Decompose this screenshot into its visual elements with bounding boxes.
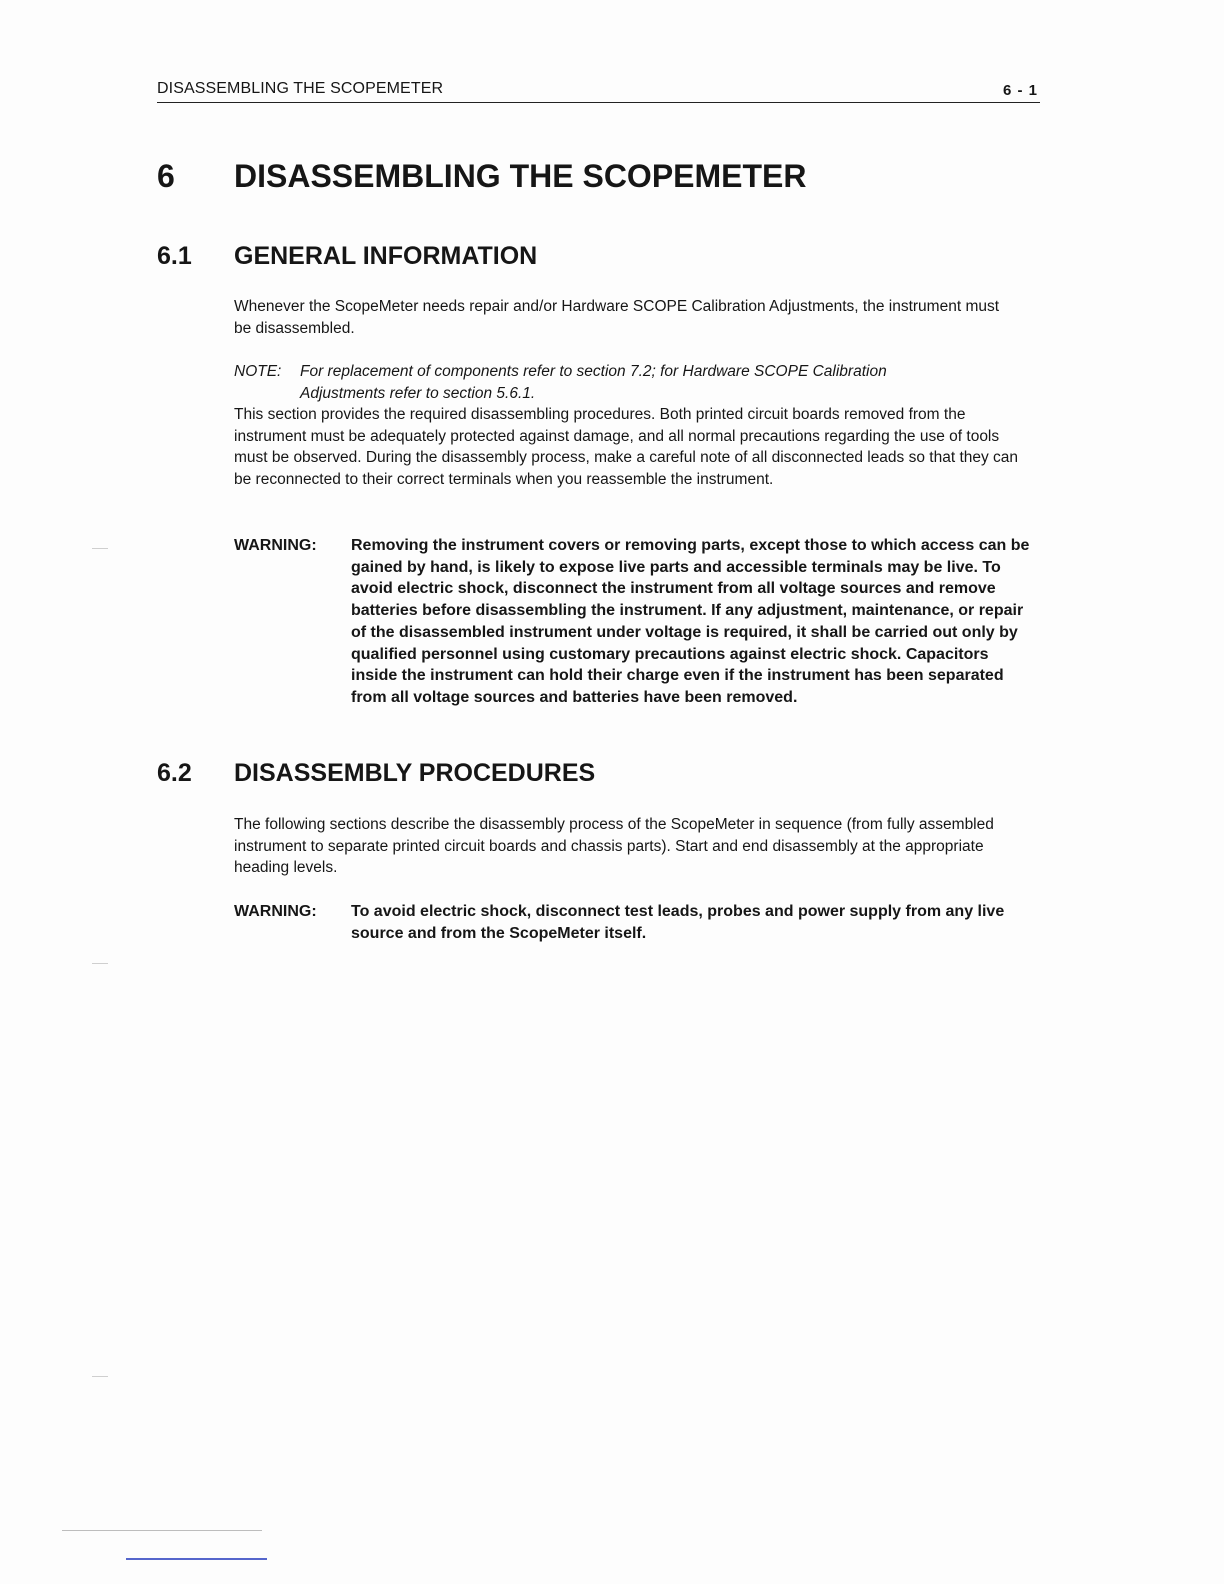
scan-artifact-mark [92,1376,108,1377]
chapter-title: DISASSEMBLING THE SCOPEMETER [234,158,807,194]
section-number: 6.1 [157,242,192,270]
section-title: DISASSEMBLY PROCEDURES [234,759,596,787]
warning-label: WARNING: [234,537,317,554]
scan-artifact-mark [92,963,108,964]
general-info-body: This section provides the required disassembling procedures. Both printed circuit boards removed from the instrument must be adequately protected against damage, and all normal precautions regarding the use of tools must be observed. During the disassembly process, make a careful note of all disconnected leads so that they can be reconnected to their correct terminals when you reassemble the instrument. [234,406,1019,488]
note-line-1: For replacement of components refer to section 7.2; for Hardware SCOPE Calibration [300,363,887,380]
section-title: GENERAL INFORMATION [234,242,538,270]
chapter-number: 6 [157,158,175,194]
page-number: 6 - 1 [1002,82,1038,99]
scan-artifact-line [62,1530,262,1531]
warning-label: WARNING: [234,903,317,920]
note-line-2: Adjustments refer to section 5.6.1. [300,384,536,402]
warning-text: To avoid electric shock, disconnect test leads, probes and power supply from any live source and from the ScopeMeter itself. [351,903,1005,942]
general-info-intro: Whenever the ScopeMeter needs repair and/or Hardware SCOPE Calibration Adjustments, the instrument must be disassembled. [234,298,1000,337]
section-number: 6.2 [157,759,192,787]
disassembly-intro: The following sections describe the disassembly process of the ScopeMeter in sequence (from fully assembled instrument to separate printed circuit boards and chassis parts). Start and end disassembly at the appropriate heading levels. [234,816,994,876]
note-label: NOTE: [234,363,282,380]
scan-artifact-mark [92,548,108,549]
running-header [157,80,1040,103]
note-block [234,361,1024,404]
running-header-title: DISASSEMBLING THE SCOPEMETER [157,80,444,97]
scan-artifact-line [126,1558,267,1560]
warning-text: Removing the instrument covers or removing parts, except those to which access can be gained by hand, is likely to expose live parts and accessible terminals may be live. To avoid electric shock, disconnect the instrument from all voltage sources and remove batteries before disassembling the instrument. If any adjustment, maintenance, or repair of the disassembled instrument under voltage is required, it shall be carried out only by qualified personnel using customary precautions against electric shock. Capacitors inside the instrument can hold their charge even if the instrument has been separated from all voltage sources and batteries have been removed. [351,537,1030,706]
